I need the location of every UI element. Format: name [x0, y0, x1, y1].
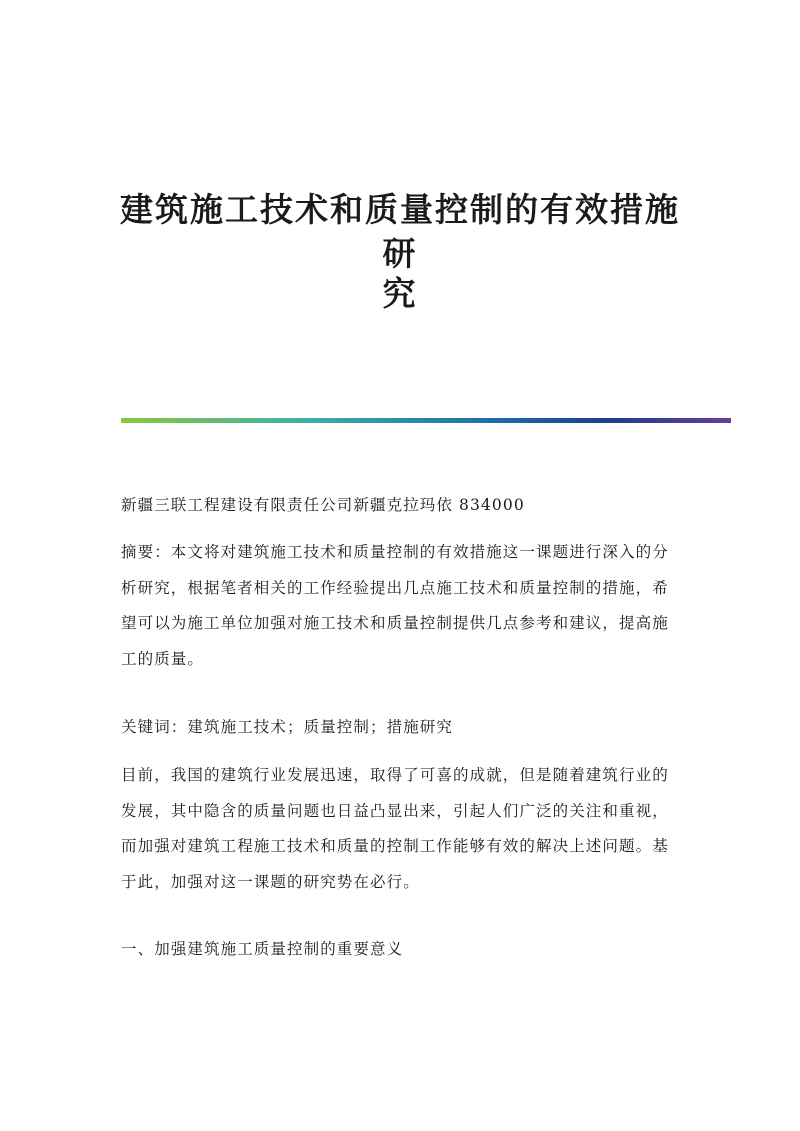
gradient-divider: [121, 418, 731, 423]
section-heading: 一、加强建筑施工质量控制的重要意义: [121, 940, 404, 958]
abstract-paragraph: 摘要：本文将对建筑施工技术和质量控制的有效措施这一课题进行深入的分析研究，根据笔者相关的工作经验提出几点施工技术和质量控制的措施，希望可以为施工单位加强对施工技术和质量控制提供几点参考和建议，提高施工的质量。: [121, 543, 669, 668]
page-title-line-1: 建筑施工技术和质量控制的有效措施研: [120, 190, 680, 273]
body-paragraph: 目前，我国的建筑行业发展迅速，取得了可喜的成就，但是随着建筑行业的发展，其中隐含的质量问题也日益凸显出来，引起人们广泛的关注和重视，而加强对建筑工程施工技术和质量的控制工作能够有效的解决上述问题。基于此，加强对这一课题的研究势在必行。: [121, 766, 669, 891]
keywords-line: 关键词：建筑施工技术；质量控制；措施研究: [121, 718, 454, 736]
author-affiliation: 新疆三联工程建设有限责任公司新疆克拉玛依 834000: [121, 496, 525, 514]
page-title-line-2: 究: [382, 274, 418, 313]
